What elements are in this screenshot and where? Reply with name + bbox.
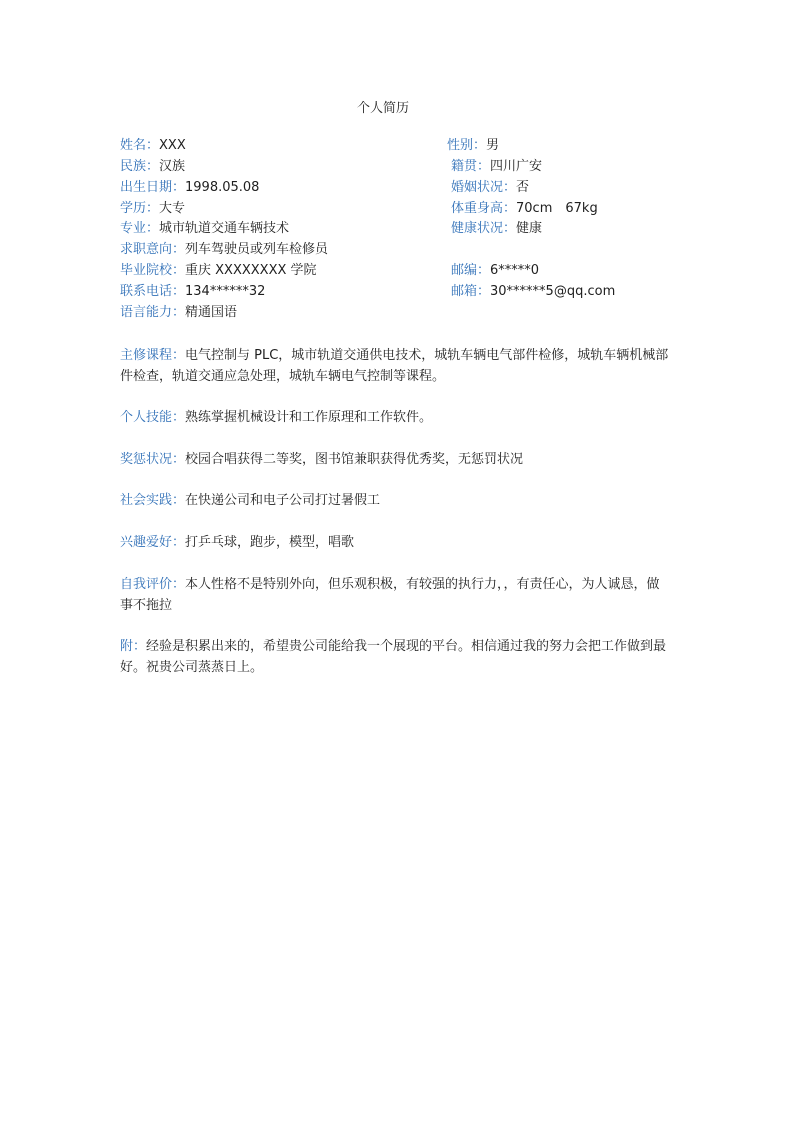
self-eval-value: 本人性格不是特别外向，但乐观积极，有较强的执行力，，有责任心，为人诚恳，做事不拖拉 bbox=[120, 577, 660, 613]
phone-label: 联系电话： bbox=[120, 284, 186, 299]
email-label: 邮箱： bbox=[451, 284, 491, 299]
ethnicity-value: 汉族 bbox=[159, 159, 186, 174]
phone-row bbox=[120, 283, 265, 301]
ethnicity-label: 民族： bbox=[120, 159, 160, 174]
hobbies-section bbox=[120, 532, 672, 553]
note-label: 附： bbox=[120, 639, 147, 654]
health-row bbox=[451, 220, 542, 238]
gender-label: 性别： bbox=[447, 138, 487, 153]
skills-label: 个人技能： bbox=[120, 410, 186, 425]
native-place-row bbox=[451, 158, 542, 176]
postcode-row bbox=[451, 262, 539, 280]
major-value: 城市轨道交通车辆技术 bbox=[159, 221, 290, 236]
language-row bbox=[120, 304, 237, 322]
native-place-value: 四川广安 bbox=[490, 159, 543, 174]
courses-section bbox=[120, 345, 672, 387]
note-value: 经验是积累出来的，希望贵公司能给我一个展现的平台。相信通过我的努力会把工作做到最好。祝贵公司蒸蒸日上。 bbox=[120, 639, 667, 675]
marital-row bbox=[451, 179, 529, 197]
health-label: 健康状况： bbox=[451, 221, 517, 236]
skills-section bbox=[120, 407, 672, 428]
self-eval-label: 自我评价： bbox=[120, 577, 186, 592]
name-label: 姓名： bbox=[120, 138, 160, 153]
email-value: 30******5@qq.com bbox=[490, 284, 616, 299]
courses-label: 主修课程： bbox=[120, 348, 186, 363]
hobbies-label: 兴趣爱好： bbox=[120, 535, 186, 550]
marital-label: 婚姻状况： bbox=[451, 180, 517, 195]
education-row bbox=[120, 200, 185, 218]
gender-row bbox=[447, 137, 499, 155]
school-row bbox=[120, 262, 317, 280]
school-value: 重庆 XXXXXXXX 学院 bbox=[185, 263, 317, 278]
awards-value: 校园合唱获得二等奖，图书馆兼职获得优秀奖，无惩罚状况 bbox=[185, 452, 524, 467]
email-row bbox=[451, 283, 615, 301]
height-weight-label: 体重身高： bbox=[451, 201, 517, 216]
name-value: XXX bbox=[159, 138, 186, 153]
birth-date-value: 1998.05.08 bbox=[185, 180, 260, 195]
school-label: 毕业院校： bbox=[120, 263, 186, 278]
birth-date-label: 出生日期： bbox=[120, 180, 186, 195]
skills-value: 熟练掌握机械设计和工作原理和工作软件。 bbox=[185, 410, 433, 425]
awards-label: 奖惩状况： bbox=[120, 452, 186, 467]
practice-value: 在快递公司和电子公司打过暑假工 bbox=[185, 493, 381, 508]
birth-date-row bbox=[120, 179, 259, 197]
major-label: 专业： bbox=[120, 221, 160, 236]
language-value: 精通国语 bbox=[185, 305, 238, 320]
major-row bbox=[120, 220, 289, 238]
height-weight-row bbox=[451, 200, 598, 218]
marital-value: 否 bbox=[516, 180, 530, 195]
courses-value: 电气控制与 PLC，城市轨道交通供电技术，城轨车辆电气部件检修，城轨车辆机械部件检查，轨道交通应急处理，城轨车辆电气控制等课程。 bbox=[120, 348, 669, 384]
postcode-value: 6*****0 bbox=[490, 263, 540, 278]
job-intent-row bbox=[120, 241, 328, 259]
education-label: 学历： bbox=[120, 201, 160, 216]
ethnicity-row bbox=[120, 158, 185, 176]
self-eval-section bbox=[120, 574, 672, 616]
gender-value: 男 bbox=[486, 138, 500, 153]
hobbies-value: 打乒乓球，跑步，模型，唱歌 bbox=[185, 535, 355, 550]
page-title: 个人简历 bbox=[356, 101, 409, 116]
practice-section bbox=[120, 490, 672, 511]
name-row bbox=[120, 137, 186, 155]
phone-value: 134******32 bbox=[185, 284, 266, 299]
note-section bbox=[120, 636, 672, 678]
education-value: 大专 bbox=[159, 201, 186, 216]
awards-section bbox=[120, 449, 672, 470]
postcode-label: 邮编： bbox=[451, 263, 491, 278]
height-weight-value: 70cm 67kg bbox=[516, 201, 598, 216]
language-label: 语言能力： bbox=[120, 305, 186, 320]
native-place-label: 籍贯： bbox=[451, 159, 491, 174]
health-value: 健康 bbox=[516, 221, 543, 236]
practice-label: 社会实践： bbox=[120, 493, 186, 508]
job-intent-value: 列车驾驶员或列车检修员 bbox=[185, 242, 329, 257]
job-intent-label: 求职意向： bbox=[120, 242, 186, 257]
